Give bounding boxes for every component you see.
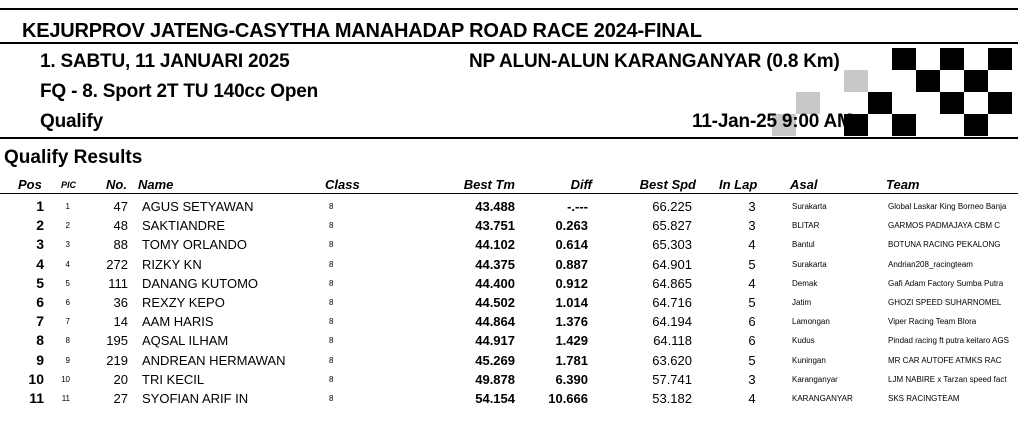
cell-class: 8 <box>329 317 334 327</box>
cell-name: AAM HARIS <box>142 314 214 330</box>
cell-best-tm: 44.502 <box>475 295 515 310</box>
cell-asal: Kudus <box>792 336 815 346</box>
cell-class: 8 <box>329 298 334 307</box>
cell-pos: 4 <box>36 255 44 272</box>
cell-name: REXZY KEPO <box>142 295 225 310</box>
cell-best-tm: 44.917 <box>475 333 515 349</box>
cell-team: MR CAR AUTOFE ATMKS RAC <box>888 355 1002 365</box>
cell-no: 195 <box>106 333 128 349</box>
col-pos: Pos <box>18 177 42 192</box>
cell-in-lap: 3 <box>748 371 756 387</box>
cell-no: 14 <box>113 314 128 330</box>
cell-name: RIZKY KN <box>142 256 202 272</box>
cell-diff: 1.376 <box>555 314 588 330</box>
race-class: FQ - 8. Sport 2T TU 140cc Open <box>40 81 319 102</box>
cell-pic: 1 <box>65 202 70 211</box>
cell-team: Andrian208_racingteam <box>888 259 973 269</box>
cell-in-lap: 6 <box>748 314 756 330</box>
cell-diff: 1.781 <box>555 352 588 368</box>
table-row <box>0 351 1018 370</box>
cell-no: 27 <box>113 391 128 406</box>
col-best-tm: Best Tm <box>463 177 515 192</box>
cell-no: 272 <box>106 256 128 272</box>
session-datetime: 11-Jan-25 9:00 AM <box>692 111 853 132</box>
cell-class: 8 <box>329 394 334 403</box>
cell-best-spd: 64.901 <box>652 256 692 272</box>
cell-best-tm: 43.751 <box>475 218 515 234</box>
cell-best-spd: 64.716 <box>652 295 692 310</box>
cell-no: 47 <box>113 199 128 214</box>
cell-no: 111 <box>108 275 128 291</box>
cell-name: DANANG KUTOMO <box>142 275 259 291</box>
cell-best-tm: 54.154 <box>475 391 515 406</box>
cell-pic: 8 <box>65 336 70 346</box>
table-row <box>0 370 1018 389</box>
col-name: Name <box>138 177 174 192</box>
cell-name: TRI KECIL <box>142 371 205 387</box>
cell-in-lap: 3 <box>748 218 756 234</box>
cell-asal: KARANGANYAR <box>792 394 853 403</box>
flag-square <box>988 92 1012 114</box>
cell-pic: 10 <box>61 374 70 384</box>
header-divider <box>0 137 1018 139</box>
event-day: 1. SABTU, 11 JANUARI 2025 <box>40 51 290 72</box>
flag-square <box>940 92 964 114</box>
cell-name: ANDREAN HERMAWAN <box>142 352 286 368</box>
cell-class: 8 <box>329 202 334 211</box>
cell-no: 219 <box>106 352 128 368</box>
cell-asal: Surakarta <box>792 202 827 211</box>
cell-best-tm: 44.400 <box>475 275 515 291</box>
cell-in-lap: 4 <box>748 391 756 406</box>
cell-asal: Jatim <box>792 298 812 307</box>
cell-asal: BLITAR <box>792 221 820 231</box>
cell-class: 8 <box>329 278 334 288</box>
cell-in-lap: 5 <box>748 295 756 310</box>
cell-pos: 9 <box>36 351 44 368</box>
cell-pos: 5 <box>36 274 44 291</box>
cell-team: GHOZI SPEED SUHARNOMEL <box>888 298 1002 307</box>
cell-best-spd: 64.194 <box>652 314 692 330</box>
cell-pos: 8 <box>36 332 44 349</box>
cell-best-spd: 57.741 <box>652 371 692 387</box>
cell-best-spd: 63.620 <box>652 352 692 368</box>
cell-team: LJM NABIRE x Tarzan speed fact <box>888 374 1007 384</box>
cell-team: SKS RACINGTEAM <box>888 394 960 403</box>
cell-class: 8 <box>329 259 334 269</box>
cell-diff: 1.014 <box>555 295 588 310</box>
cell-no: 20 <box>113 371 128 387</box>
flag-square <box>868 92 892 114</box>
cell-diff: 1.429 <box>555 333 588 349</box>
cell-class: 8 <box>329 374 334 384</box>
cell-name: AGUS SETYAWAN <box>142 199 254 214</box>
cell-no: 36 <box>113 295 128 310</box>
cell-class: 8 <box>329 336 334 346</box>
cell-best-spd: 64.118 <box>653 333 692 349</box>
cell-team: BOTUNA RACING PEKALONG <box>888 240 1001 250</box>
cell-diff: 0.887 <box>555 256 588 272</box>
cell-best-tm: 44.864 <box>475 314 515 330</box>
cell-best-tm: 49.878 <box>475 371 515 387</box>
cell-pic: 11 <box>61 394 70 403</box>
cell-asal: Surakarta <box>792 259 827 269</box>
cell-best-spd: 53.182 <box>652 391 692 406</box>
cell-team: GARMOS PADMAJAYA CBM C <box>888 221 1001 231</box>
cell-best-spd: 65.303 <box>652 237 692 253</box>
table-row <box>0 293 1018 312</box>
cell-asal: Kuningan <box>792 355 826 365</box>
cell-team: Pindad racing ft putra keitaro AGS <box>888 336 1009 346</box>
col-diff: Diff <box>570 177 592 192</box>
cell-diff: 0.263 <box>555 218 588 234</box>
cell-best-spd: 66.225 <box>652 199 692 214</box>
cell-class: 8 <box>329 355 334 365</box>
table-row <box>0 331 1018 350</box>
cell-best-spd: 64.865 <box>652 275 692 291</box>
cell-asal: Demak <box>792 278 818 288</box>
event-title: KEJURPROV JATENG-CASYTHA MANAHADAP ROAD RACE 2024-FINAL <box>22 20 702 42</box>
cell-diff: 6.390 <box>555 371 588 387</box>
flag-square <box>964 114 988 136</box>
cell-pic: 3 <box>65 240 70 250</box>
cell-asal: Bantul <box>792 240 815 250</box>
cell-asal: Karanganyar <box>792 374 838 384</box>
cell-pos: 3 <box>36 236 44 253</box>
cell-best-tm: 44.375 <box>475 256 515 272</box>
cell-best-tm: 43.488 <box>475 199 515 214</box>
cell-asal: Lamongan <box>792 317 830 327</box>
cell-name: TOMY ORLANDO <box>142 237 247 253</box>
cell-diff: -.--- <box>567 199 588 214</box>
table-row <box>0 235 1018 254</box>
cell-pic: 9 <box>65 355 70 365</box>
cell-pos: 6 <box>36 294 44 310</box>
section-title: Qualify Results <box>4 147 143 168</box>
cell-best-tm: 44.102 <box>475 237 515 253</box>
cell-class: 8 <box>329 221 334 231</box>
table-row <box>0 389 1018 408</box>
cell-pic: 7 <box>65 317 70 327</box>
col-class: Class <box>325 177 360 192</box>
venue: NP ALUN-ALUN KARANGANYAR (0.8 Km) <box>469 51 840 72</box>
cell-name: SYOFIAN ARIF IN <box>142 391 249 406</box>
col-asal: Asal <box>790 177 818 192</box>
col-no: No. <box>106 177 127 192</box>
flag-square <box>892 48 916 70</box>
cell-diff: 0.614 <box>555 237 588 253</box>
cell-team: Gafi Adam Factory Sumba Putra <box>888 278 1004 288</box>
cell-class: 8 <box>329 240 334 250</box>
cell-team: Global Laskar King Borneo Banja <box>888 202 1007 211</box>
table-row <box>0 274 1018 293</box>
flag-square <box>844 70 868 92</box>
cell-diff: 10.666 <box>548 391 588 406</box>
flag-square <box>892 114 916 136</box>
col-in-lap: In Lap <box>719 177 758 192</box>
table-row <box>0 255 1018 274</box>
table-row <box>0 312 1018 331</box>
cell-pos: 1 <box>36 198 44 214</box>
flag-square <box>964 70 988 92</box>
cell-pos: 7 <box>36 313 44 330</box>
cell-pos: 2 <box>36 217 44 234</box>
cell-pos: 11 <box>29 390 44 406</box>
cell-in-lap: 4 <box>748 275 756 291</box>
cell-no: 48 <box>113 218 128 234</box>
cell-in-lap: 5 <box>748 256 756 272</box>
cell-in-lap: 3 <box>748 199 756 214</box>
cell-diff: 0.912 <box>555 275 588 291</box>
flag-square <box>916 70 940 92</box>
title-bar <box>0 8 1018 44</box>
col-best-spd: Best Spd <box>639 177 696 192</box>
session-name: Qualify <box>40 111 104 132</box>
table-row <box>0 216 1018 235</box>
cell-in-lap: 5 <box>748 352 756 368</box>
cell-best-tm: 45.269 <box>475 352 515 368</box>
cell-name: SAKTIANDRE <box>142 218 226 234</box>
cell-name: AQSAL ILHAM <box>142 333 229 349</box>
flag-square <box>940 48 964 70</box>
col-pic: PIC <box>61 180 77 190</box>
cell-pos: 10 <box>28 370 44 387</box>
cell-pic: 5 <box>65 278 70 288</box>
table-header-rule <box>0 193 1018 194</box>
flag-square <box>988 48 1012 70</box>
cell-no: 88 <box>113 237 128 253</box>
cell-best-spd: 65.827 <box>652 218 692 234</box>
cell-in-lap: 4 <box>748 237 756 253</box>
cell-team: Viper Racing Team Blora <box>888 317 977 327</box>
cell-pic: 4 <box>65 259 70 269</box>
table-row <box>0 197 1018 216</box>
cell-pic: 6 <box>65 298 70 307</box>
cell-pic: 2 <box>65 221 70 231</box>
cell-in-lap: 6 <box>748 333 756 349</box>
col-team: Team <box>886 177 920 192</box>
